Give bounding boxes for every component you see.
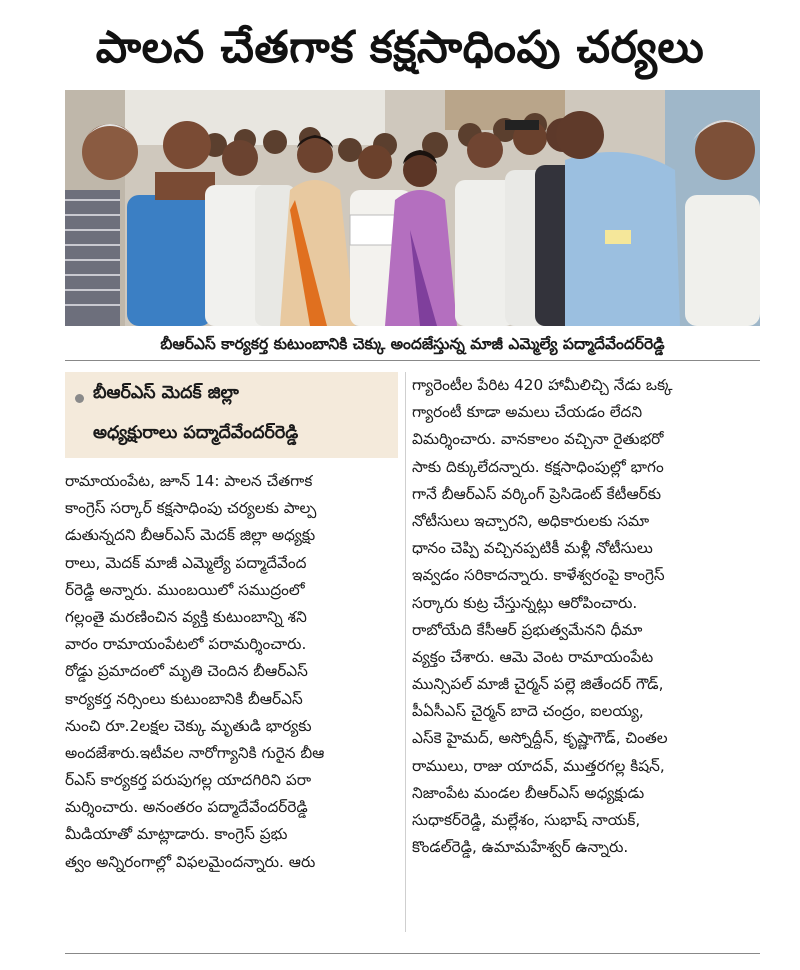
article-line: మీడియాతో మాట్లాడారు. కాంగ్రెస్ ప్రభు <box>65 825 288 844</box>
article-column-left <box>65 468 398 876</box>
article-line: కార్యకర్త నర్సింలు కుటుంబానికి బీఆర్ఎస్ <box>65 689 303 708</box>
article-line: ఇవ్వడం సరికాదన్నారు. కాళేశ్వరంపై కాంగ్రెస్ <box>412 566 665 585</box>
article-line: డుతున్నదని బీఆర్ఎస్ మెదక్ జిల్లా అధ్యక్షు <box>65 526 316 545</box>
highlight-line-2: అధ్యక్షురాలు పద్మాదేవేందర్‌రెడ్డి <box>93 423 299 443</box>
news-photo <box>65 90 760 326</box>
article-line: రామాయంపేట, జూన్ 14: పాలన చేతగాక <box>65 472 313 490</box>
article-line: రాలు, మెదక్ మాజీ ఎమ్మెల్యే పద్మాదేవేంద <box>65 553 307 572</box>
article-line: అందజేశారు.ఇటీవల నారోగ్యానికి గురైన బీఆ <box>65 743 325 762</box>
article-line: సాకు దిక్కులేదన్నారు. కక్షసాధింపుల్లో భాగం <box>412 457 664 476</box>
article-line: సుధాకర్‌రెడ్డి, మల్లేశం, సుభాష్ నాయక్, <box>412 811 641 829</box>
column-divider <box>405 372 406 932</box>
bullet-icon <box>75 394 84 403</box>
article-line: మర్శించారు. అనంతరం పద్మాదేవేందర్‌రెడ్డి <box>65 798 308 817</box>
highlight-line-1: బీఆర్ఎస్ మెదక్ జిల్లా <box>93 383 239 403</box>
bottom-divider <box>65 953 760 954</box>
article-line: వ్యక్తం చేశారు. ఆమె వెంట రామాయంపేట <box>412 647 654 666</box>
article-line: ధానం చెప్పి వచ్చినప్పటికీ మళ్లీ నోటీసులు <box>412 539 653 558</box>
article-line: గ్యారెంటీల పేరిట 420 హామీలిచ్చి నేడు ఒక్క <box>412 376 673 394</box>
article-line: వారం రామాయంపేటలో పరామర్శించారు. <box>65 635 307 654</box>
article-line: ర్ఎస్ కార్యకర్త పరుపుగల్ల యాదగిరిని పరా <box>65 771 312 790</box>
article-line: విమర్శించారు. వానకాలం వచ్చినా రైతుభరో <box>412 430 664 449</box>
article-line: సర్కారు కుట్ర చేస్తున్నట్లు ఆరోపించారు. <box>412 593 638 612</box>
article-line: రోడ్డు ప్రమాదంలో మృతి చెందిన బీఆర్ఎస్ <box>65 662 308 681</box>
article-line: నిజాంపేట మండల బీఆర్ఎస్ అధ్యక్షుడు <box>412 783 645 802</box>
article-line: పీఏసీఎస్ చైర్మన్ బాదె చంద్రం, ఐలయ్య, <box>412 702 644 721</box>
article-line: రాబోయేది కేసీఆర్ ప్రభుత్వమేనని ధీమా <box>412 620 643 639</box>
group-photo-icon <box>65 90 760 326</box>
article-line: గ్యారంటీ కూడా అమలు చేయడం లేదని <box>412 403 643 422</box>
article-column-right <box>412 372 762 861</box>
article-line: నుంచి రూ.2లక్షల చెక్కు మృతుడి భార్యకు <box>65 716 312 735</box>
article-line: మున్సిపల్ మాజీ చైర్మన్ పల్లె జితేందర్ గౌడ్, <box>412 675 664 694</box>
photo-caption: బీఆర్ఎస్ కార్యకర్త కుటుంబానికి చెక్కు అందజేస్తున్న మాజీ ఎమ్మెల్యే పద్మాదేవేందర్‌రెడ్డి <box>160 335 665 353</box>
article-line: గానే బీఆర్ఎస్ వర్కింగ్ ప్రెసిడెంట్ కేటీఆర్‌కు <box>412 484 662 503</box>
highlight-box <box>65 372 398 458</box>
caption-divider <box>65 360 760 361</box>
article-line: కొండల్‌రెడ్డి, ఉమామహేశ్వర్ ఉన్నారు. <box>412 838 629 857</box>
headline: పాలన చేతగాక కక్షసాధింపు చర్యలు <box>95 22 705 73</box>
article-line: గల్లంతై మరణించిన వ్యక్తి కుటుంబాన్ని శని <box>65 607 307 626</box>
article-line: ర్‌రెడ్డి అన్నారు. ముంబయిలో సముద్రంలో <box>65 580 305 599</box>
article-line: రాములు, రాజు యాదవ్, ముత్తరగల్ల కిషన్, <box>412 756 665 775</box>
article-line: త్వం అన్నిరంగాల్లో విఫలమైందన్నారు. ఆరు <box>65 852 316 871</box>
article-line: కాంగ్రెస్ సర్కార్ కక్షసాధింపు చర్యలకు పాల్ప <box>65 499 317 518</box>
article-line: నోటీసులు ఇచ్చారని, అధికారులకు సమా <box>412 511 650 530</box>
article-line: ఎస్‌కె హైమద్, అస్నోద్దీన్, కృష్ణాగౌడ్, చింతల <box>412 729 668 748</box>
